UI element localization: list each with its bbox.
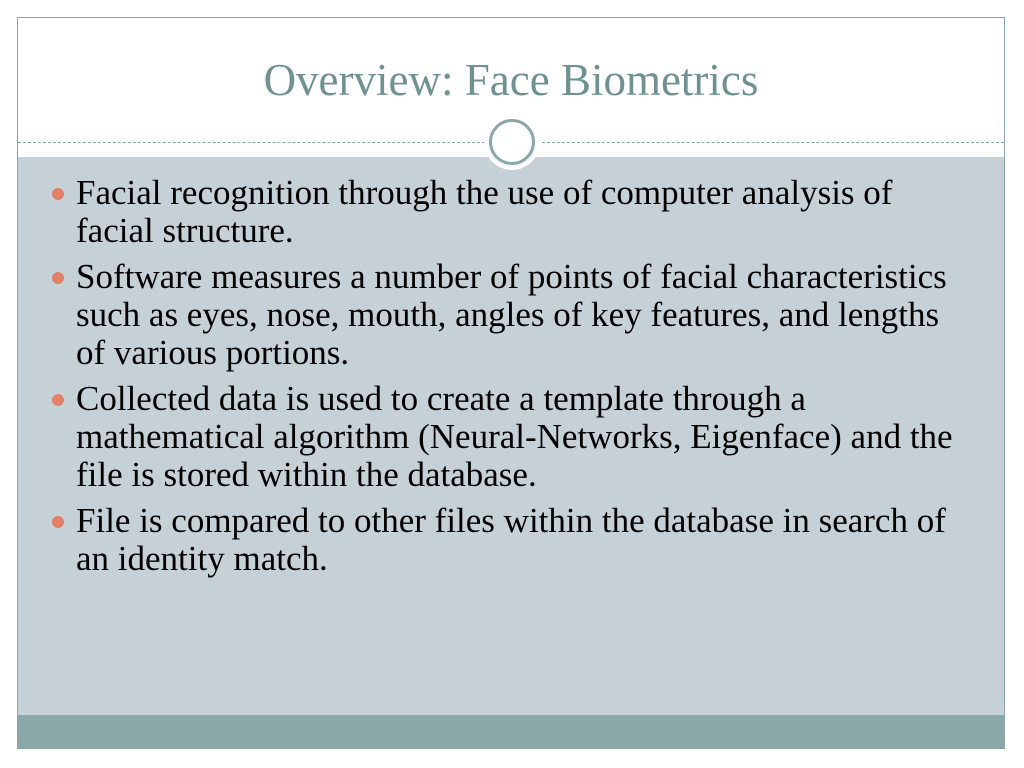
slide-title: Overview: Face Biometrics xyxy=(263,55,759,105)
circle-ring-icon xyxy=(484,114,540,170)
round-bullet-icon xyxy=(52,272,64,284)
bullet-item xyxy=(52,380,967,494)
bullet-item xyxy=(52,174,967,250)
ornament-ring xyxy=(489,119,535,165)
bullet-text: Facial recognition through the use of computer analysis of facial structure. xyxy=(76,173,893,250)
round-bullet-icon xyxy=(52,188,64,200)
round-bullet-icon xyxy=(52,394,64,406)
bullet-text: Software measures a number of points of facial characteristics such as eyes, nose, mouth, angles of key features, and lengths of various portions. xyxy=(76,257,947,372)
bullet-text: File is compared to other files within the database in search of an identity match. xyxy=(76,501,946,578)
slide xyxy=(17,17,1005,749)
bullet-item xyxy=(52,258,967,372)
bullet-list xyxy=(52,174,967,586)
footer-bar xyxy=(18,715,1004,748)
round-bullet-icon xyxy=(52,516,64,528)
bullet-text: Collected data is used to create a template through a mathematical algorithm (Neural-Networks, Eigenface) and the file is stored within the database. xyxy=(76,379,953,494)
bullet-item xyxy=(52,502,967,578)
